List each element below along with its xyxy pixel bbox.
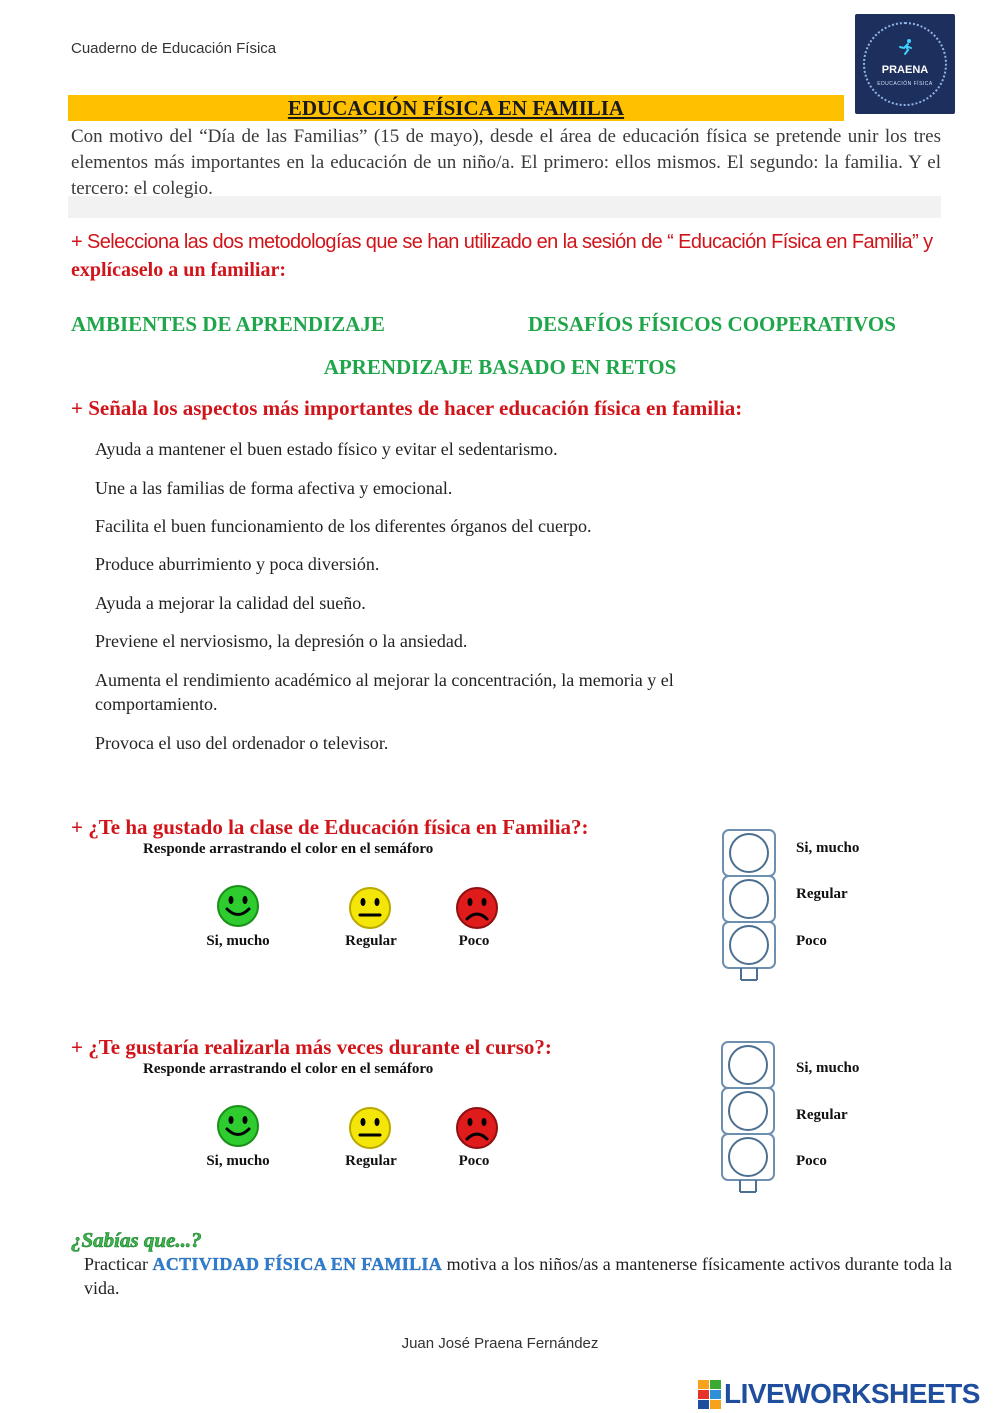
question-methodologies-emphasis: explícaselo a un familiar: <box>71 259 286 281</box>
methodology-option[interactable]: AMBIENTES DE APRENDIZAJE <box>71 312 385 336</box>
traffic-light-label: Si, mucho <box>796 840 860 856</box>
did-you-know-before: Practicar <box>84 1254 153 1274</box>
logo-subtitle: EDUCACIÓN FÍSICA <box>877 81 933 87</box>
happy-face-icon[interactable] <box>216 884 260 928</box>
traffic-light-label: Poco <box>796 1153 827 1169</box>
liveworksheets-blocks-icon <box>698 1380 722 1410</box>
traffic-light-icon[interactable] <box>721 828 777 982</box>
did-you-know-heading: ¿Sabías que...? <box>71 1228 202 1252</box>
runner-icon <box>897 38 915 56</box>
page-title: EDUCACIÓN FÍSICA EN FAMILIA <box>287 96 625 120</box>
aspect-item[interactable]: Ayuda a mejorar la calidad del sueño. <box>95 593 366 613</box>
face-label: Regular <box>345 1153 397 1169</box>
aspect-item[interactable]: Facilita el buen funcionamiento de los diferentes órganos del cuerpo. <box>95 516 592 536</box>
traffic-light-label: Poco <box>796 933 827 949</box>
methodology-option[interactable]: APRENDIZAJE BASADO EN RETOS <box>323 355 677 379</box>
aspect-item[interactable]: Produce aburrimiento y poca diversión. <box>95 554 380 574</box>
traffic-light-label: Si, mucho <box>796 1060 860 1076</box>
traffic-light-label: Regular <box>796 886 848 902</box>
aspect-item[interactable]: Ayuda a mantener el buen estado físico y evitar el sedentarismo. <box>95 439 558 459</box>
survey1-question: + ¿Te ha gustado la clase de Educación física en Familia?: <box>71 815 589 839</box>
face-label: Regular <box>345 933 397 949</box>
liveworksheets-text: LIVEWORKSHEETS <box>724 1378 980 1409</box>
aspect-item[interactable]: Aumenta el rendimiento académico al mejorar la concentración, la memoria y el comportamiento. <box>95 670 674 714</box>
question-aspects: + Señala los aspectos más importantes de hacer educación física en familia: <box>71 396 743 420</box>
praena-logo <box>855 14 955 114</box>
question-methodologies <box>71 228 951 284</box>
face-label: Si, mucho <box>206 933 270 949</box>
intro-paragraph: Con motivo del “Día de las Familias” (15 de mayo), desde el área de educación física se pretende unir los tres elementos más importantes en la educación de un niño/a. El primero: ellos mismos. El segundo: la familia. Y el tercero: el colegio. <box>71 126 941 199</box>
methodology-option[interactable]: DESAFÍOS FÍSICOS COOPERATIVOS <box>528 312 896 336</box>
logo-title: PRAENA <box>881 64 929 76</box>
face-label: Poco <box>458 933 490 949</box>
aspect-item[interactable]: Previene el nerviosismo, la depresión o la ansiedad. <box>95 631 468 651</box>
did-you-know-after: motiva a los niños/as a mantenerse físicamente activos durante toda la vida. <box>84 1254 952 1298</box>
footer-author: Juan José Praena Fernández <box>401 1335 599 1352</box>
survey2-question: + ¿Te gustaría realizarla más veces durante el curso?: <box>71 1035 552 1059</box>
neutral-face-icon[interactable] <box>348 1106 392 1150</box>
traffic-light-icon[interactable] <box>720 1040 776 1194</box>
sad-face-icon[interactable] <box>455 886 499 930</box>
question-methodologies-text: + Selecciona las dos metodologías que se han utilizado en la sesión de “ Educación Física en Familia” y <box>71 231 933 253</box>
did-you-know-text <box>84 1252 952 1300</box>
traffic-light-label: Regular <box>796 1107 848 1123</box>
face-label: Si, mucho <box>206 1153 270 1169</box>
header-text: Cuaderno de Educación Física <box>71 40 277 57</box>
sad-face-icon[interactable] <box>455 1106 499 1150</box>
did-you-know-highlight: ACTIVIDAD FÍSICA EN FAMILIA <box>152 1254 443 1274</box>
neutral-face-icon[interactable] <box>348 886 392 930</box>
survey2-instruction: Responde arrastrando el color en el semáforo <box>143 1061 434 1077</box>
aspect-item[interactable]: Une a las familias de forma afectiva y emocional. <box>95 478 453 498</box>
aspect-item[interactable]: Provoca el uso del ordenador o televisor. <box>95 733 389 753</box>
face-label: Poco <box>458 1153 490 1169</box>
survey1-instruction: Responde arrastrando el color en el semáforo <box>143 841 434 857</box>
happy-face-icon[interactable] <box>216 1104 260 1148</box>
